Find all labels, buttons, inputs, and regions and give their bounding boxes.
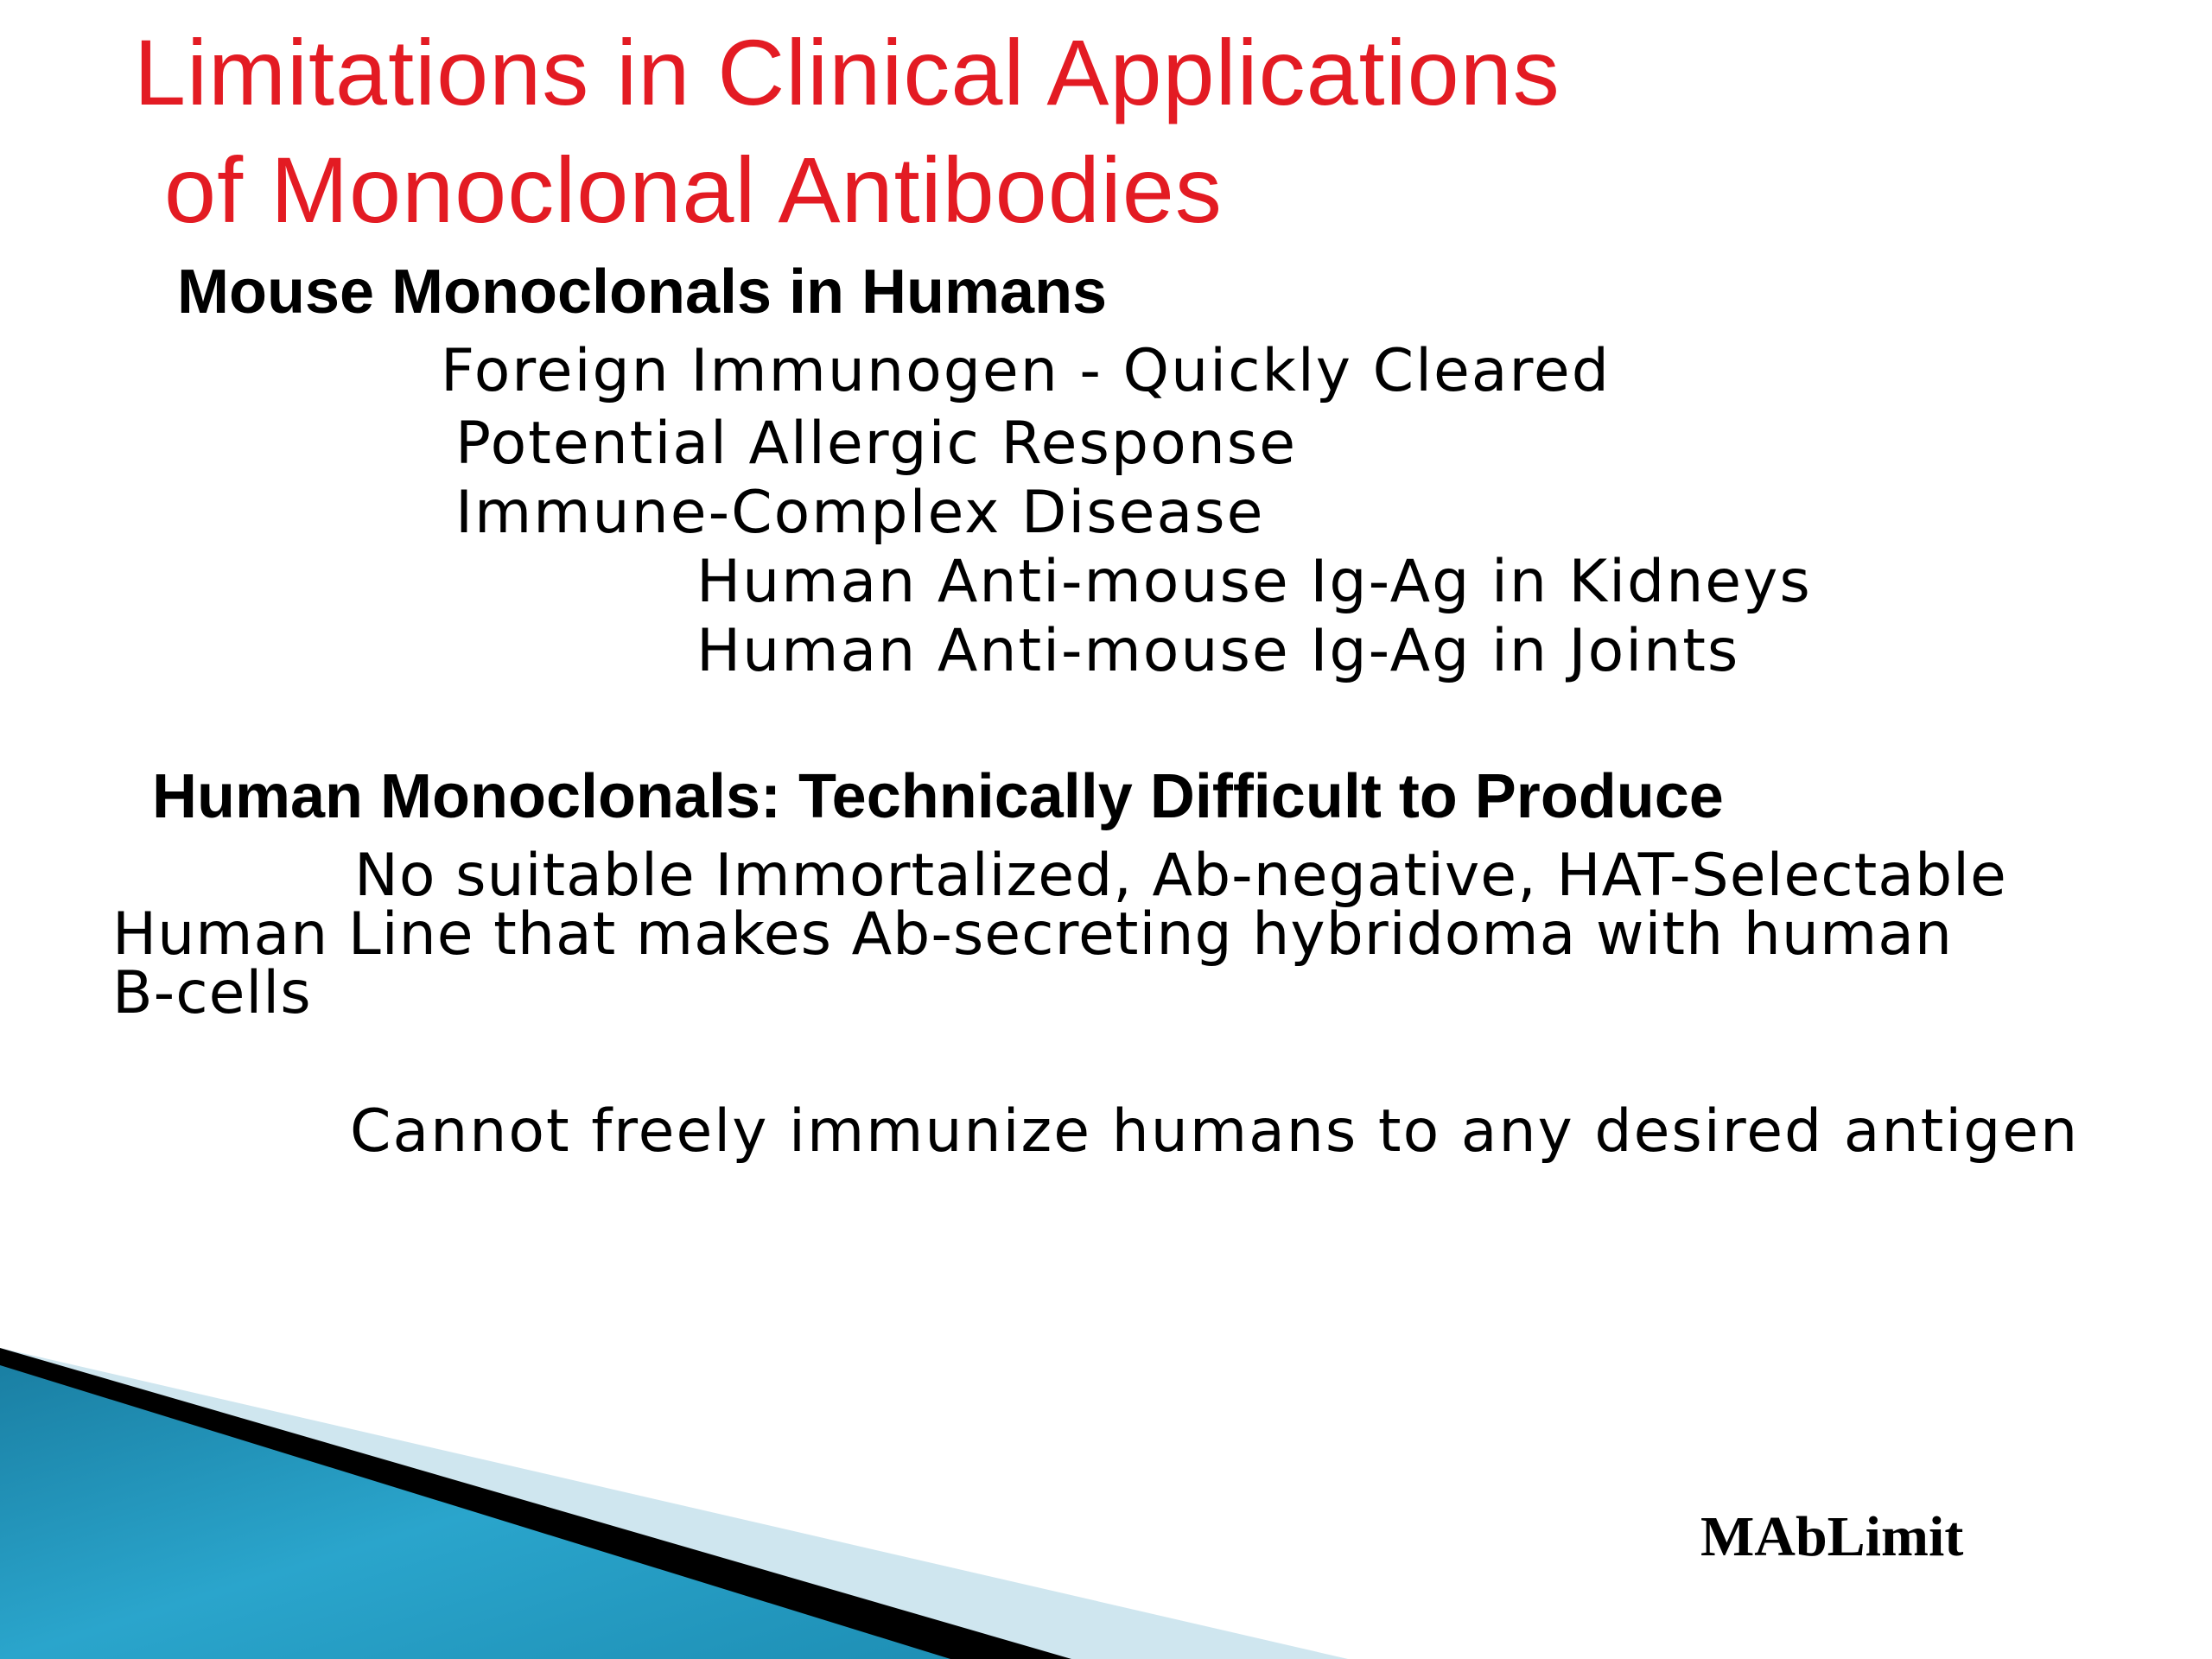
paragraph-no-suitable-line <box>112 842 2203 1027</box>
bullet-foreign-immunogen: Foreign Immunogen - Quickly Cleared <box>441 337 1611 405</box>
note-cannot-immunize: Cannot freely immunize humans to any desired antigen <box>350 1097 2080 1166</box>
section-heading-mouse: Mouse Monoclonals in Humans <box>177 257 1108 327</box>
subbullet-joints: Human Anti-mouse Ig-Ag in Joints <box>696 617 1740 685</box>
decor-teal-band <box>0 1365 950 1659</box>
slide-title-line-2: of Monoclonal Antibodies <box>164 137 1223 242</box>
paragraph-line-2: Human Line that makes Ab-secreting hybridoma with human <box>112 900 1953 969</box>
paragraph-line-3: B-cells <box>112 959 312 1027</box>
bullet-immune-complex: Immune-Complex Disease <box>455 479 1265 547</box>
paragraph-line-1: No suitable Immortalized, Ab-negative, HAT-Selectable <box>354 842 2007 910</box>
section-heading-human: Human Monoclonals: Technically Difficult to Produce <box>152 762 1724 831</box>
slide-footer-label: MAbLimit <box>1700 1505 1964 1568</box>
bullet-allergic-response: Potential Allergic Response <box>455 410 1298 478</box>
slide-title-line-1: Limitations in Clinical Applications <box>134 20 1560 124</box>
decorative-swoosh <box>0 1348 1348 1659</box>
subbullet-kidneys: Human Anti-mouse Ig-Ag in Kidneys <box>696 548 1812 616</box>
